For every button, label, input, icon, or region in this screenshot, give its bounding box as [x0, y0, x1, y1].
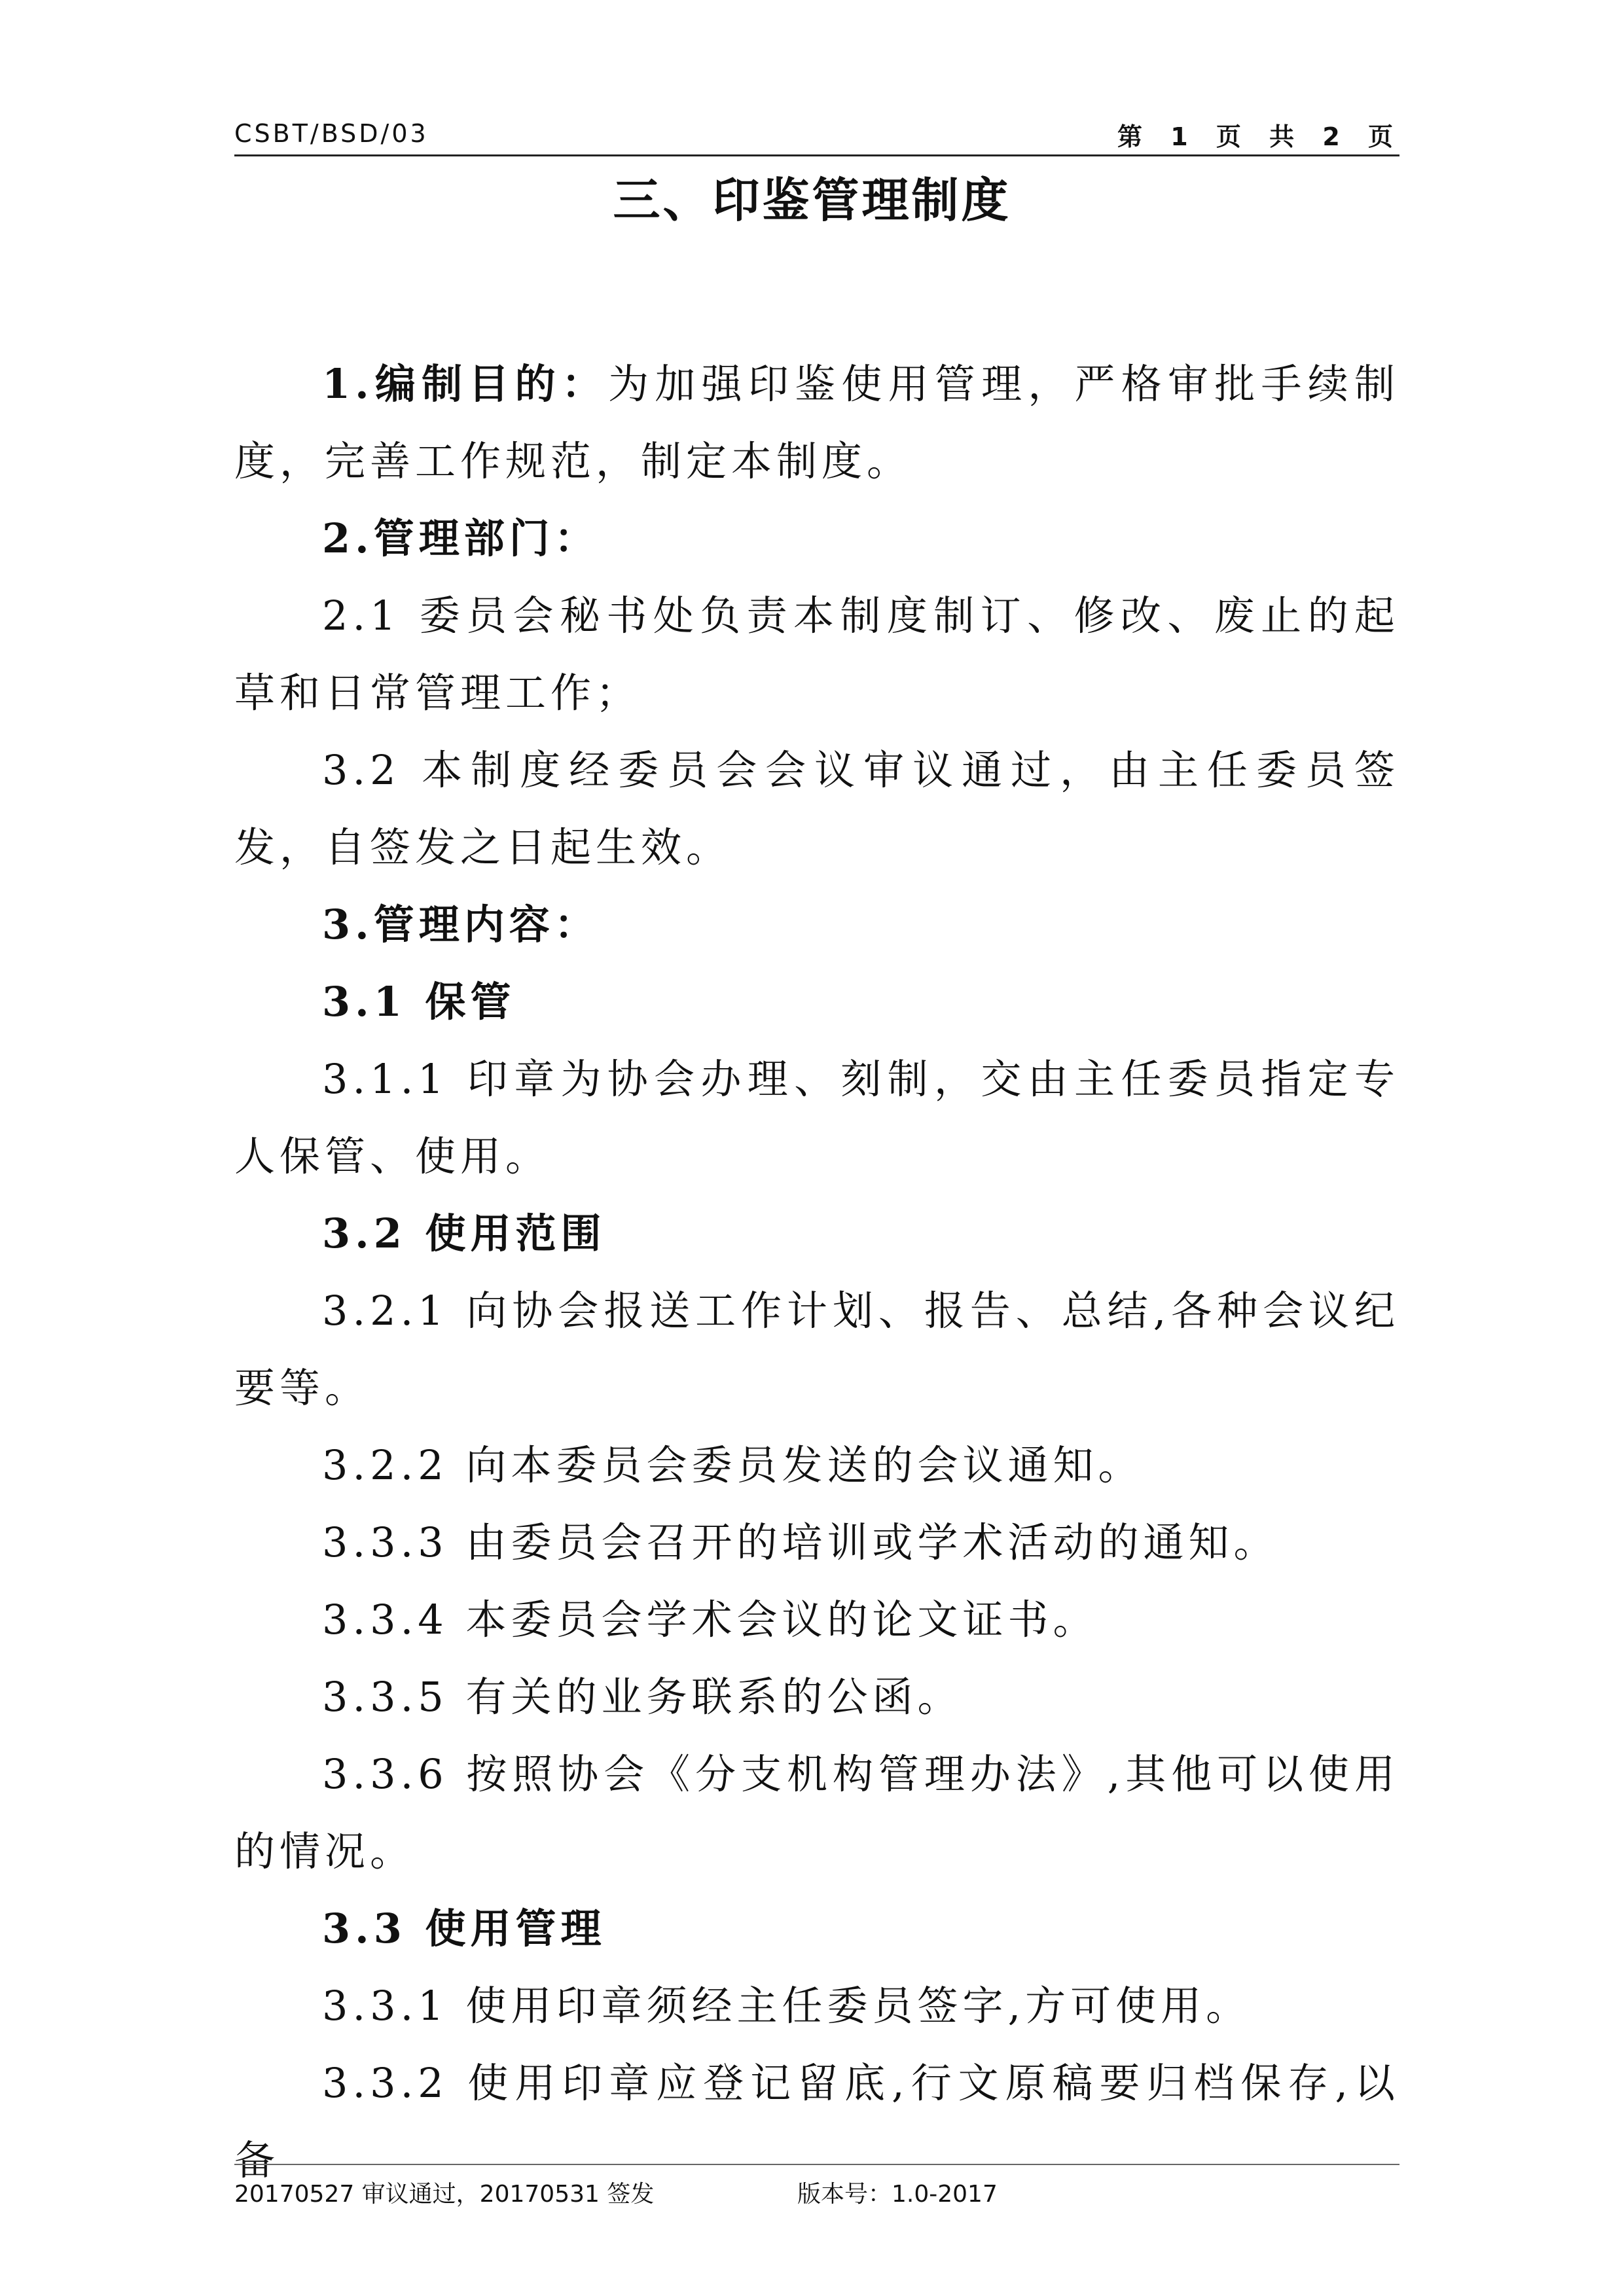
paragraph-3-2-effective: 3.2 本制度经委员会会议审议通过，由主任委员签发，自签发之日起生效。: [234, 746, 1399, 871]
paragraph-3-3-6: 3.3.6 按照协会《分支机构管理办法》,其他可以使用的情况。: [234, 1750, 1399, 1875]
approval-dates: 20170527 审议通过，20170531 签发: [234, 2181, 655, 2208]
paragraph-3-2-2: 3.2.2 向本委员会委员发送的会议通知。: [322, 1441, 1144, 1489]
paragraph-3-2-1: 3.2.1 向协会报送工作计划、报告、总结,各种会议纪要等。: [234, 1287, 1399, 1412]
document-code: CSBT/BSD/03: [234, 119, 429, 148]
heading-usage-management: 3.3 使用管理: [322, 1905, 606, 1952]
paragraph-2-1: 2.1 委员会秘书处负责本制度制订、修改、废止的起草和日常管理工作；: [234, 592, 1399, 717]
document-title: 三、印鉴管理制度: [613, 172, 1011, 228]
paragraph-3-3-4: 3.3.4 本委员会学术会议的论文证书。: [322, 1596, 1098, 1643]
version-number: 版本号：1.0-2017: [797, 2181, 998, 2208]
heading-management-content: 3.管理内容：: [322, 901, 600, 948]
paragraph-3-3-3: 3.3.3 由委员会召开的培训或学术活动的通知。: [322, 1518, 1279, 1566]
paragraph-purpose: [234, 346, 1399, 500]
heading-custody: 3.1 保管: [322, 978, 516, 1026]
document-body: [234, 346, 1399, 2199]
purpose-text: 为加强印鉴使用管理，严格审批手续制度，完善工作规范，制定本制度。: [234, 360, 1399, 485]
purpose-label: 1.编制目的：: [322, 360, 609, 408]
page-footer: [234, 2164, 1399, 2208]
page-header: [234, 117, 1399, 156]
paragraph-3-3-1: 3.3.1 使用印章须经主任委员签字,方可使用。: [322, 1982, 1252, 2030]
heading-management-dept: 2.管理部门：: [322, 514, 600, 562]
paragraph-3-3-5: 3.3.5 有关的业务联系的公函。: [322, 1673, 963, 1721]
heading-usage-scope: 3.2 使用范围: [322, 1210, 606, 1257]
page-number: 第 1 页 共 2 页: [1117, 122, 1399, 151]
paragraph-3-1-1: 3.1.1 印章为协会办理、刻制，交由主任委员指定专人保管、使用。: [234, 1055, 1399, 1180]
paragraph-3-3-2: 3.3.2 使用印章应登记留底,行文原稿要归档保存,以备: [234, 2059, 1399, 2184]
